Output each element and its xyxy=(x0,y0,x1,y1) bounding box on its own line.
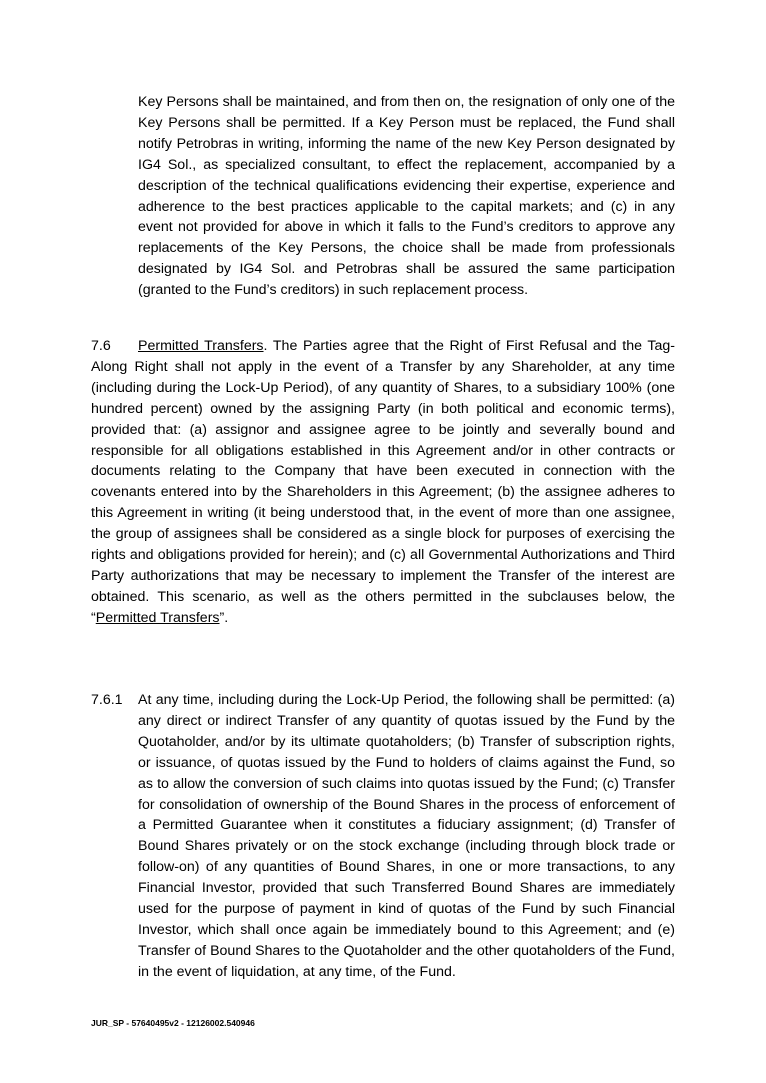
clause-7-6-1-body: At any time, including during the Lock-Up Period, the following shall be permitted: (a) any direct or indirect Transfer of any quantity of quotas issued by the Fund by the Quotaholder, and/or by its ultimate quotaholders; (b) Transfer of subscription rights, or issuance, of quotas issued by the Fund to holders of claims against the Fund, so as to allow the conversion of such claims into quotas issued by the Fund; (c) Transfer for consolidation of ownership of the Bound Shares in the process of enforcement of a Permitted Guarantee when it constitutes a fiduciary assignment; (d) Transfer of Bound Shares privately or on the stock exchange (including through block trade or follow-on) of any quantities of Bound Shares, in one or more transactions, to any Financial Investor, provided that such Transferred Bound Shares are immediately used for the purpose of payment in kind of quotas of the Fund by such Financial Investor, which shall once again be immediately bound to this Agreement; and (e) Transfer of Bound Shares to the Quotaholder and the other quotaholders of the Fund, in the event of liquidation, at any time, of the Fund. xyxy=(138,692,675,980)
clause-7-6-close-quote: ”. xyxy=(219,609,229,626)
clause-7-6-1-number: 7.6.1 xyxy=(91,692,123,708)
clause-7-6-number: 7.6 xyxy=(91,338,111,354)
clause-7-6-defined-term: Permitted Transfers xyxy=(95,609,220,626)
clause-7-6-body: . The Parties agree that the Right of First Refusal and the Tag-Along Right shall not apply in the event of a Transfer by any Shareholder, at any time (including during the Lock-Up Period), of any quantity of Shares, to a subsidiary 100% (one hundred percent) owned by the assigning Party (in both political and economic terms), provided that: (a) assignor and assignee agree to be jointly and severally bound and responsible for all obligations established in this Agreement and/or in other contracts or documents relating to the Company that have been executed in connection with the covenants entered into by the Shareholders in this Agreement; (b) the assignee adheres to this Agreement in writing (it being understood that, in the event of more than one assignee, the group of assignees shall be considered as a single block for purposes of exercising the rights and obligations provided for herein); and (c) all Governmental Authorizations and Third Party authorizations that may be necessary to implement the Transfer of the interest are obtained. This scenario, as well as the others permitted in the subclauses below, the xyxy=(91,338,675,605)
clause-7-6-open-quote: “ xyxy=(91,609,96,626)
clause-7-6 xyxy=(91,336,675,629)
clause-7-6-heading: Permitted Transfers xyxy=(138,338,264,354)
footer-document-id: JUR_SP - 57640495v2 - 12126002.540946 xyxy=(91,1018,255,1028)
continued-paragraph: Key Persons shall be maintained, and from then on, the resignation of only one of the Key Persons shall be permitted. If a Key Person must be replaced, the Fund shall notify Petrobras in writing, informing the name of the new Key Person designated by IG4 Sol., as specialized consultant, to effect the replacement, accompanied by a description of the technical qualifications evidencing their expertise, experience and adherence to the best practices applicable to the capital markets; and (c) in any event not provided for above in which it falls to the Fund’s creditors to approve any replacements of the Key Persons, the choice shall be made from professionals designated by IG4 Sol. and Petrobras shall be assured the same participation (granted to the Fund’s creditors) in such replacement process. xyxy=(138,94,675,299)
